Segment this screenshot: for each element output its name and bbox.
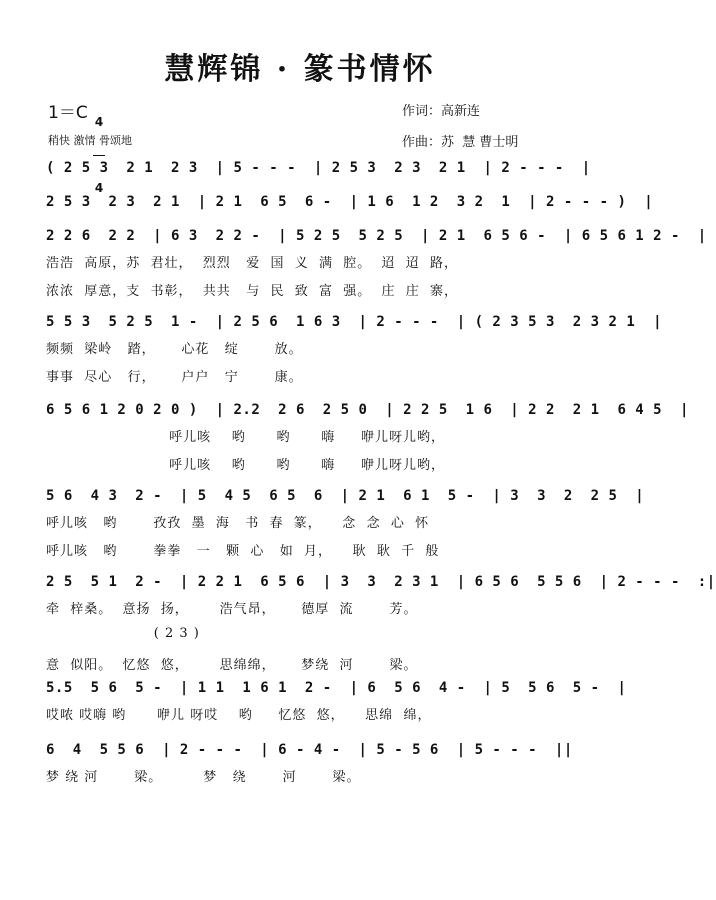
key-signature: 1＝C xyxy=(48,103,88,123)
lyric-line: 事事 尽心 行， 户户 宁 康。 xyxy=(46,370,303,385)
tempo-marking: 稍快 激情 骨颂地 xyxy=(48,134,132,147)
notation-line: 6 5 6 1 2 0 2 0 ) | 2.2 2 6 2 5 0 | 2 2 5 1 6 | 2 2 2 1 6 4 5 | xyxy=(46,402,689,418)
lyric-line: 牵 梓桑。 意扬 扬， 浩气昂， 德厚 流 芳。 xyxy=(46,602,418,617)
notation-line: 2 2 6 2 2 | 6 3 2 2 - | 5 2 5 5 2 5 | 2 1 6 5 6 - | 6 5 6 1 2 - | xyxy=(46,228,707,244)
lyric-line: 浩浩 高原，苏 君壮， 烈烈 爱 国 义 满 腔。 迢 迢 路， xyxy=(46,256,459,271)
lyric-line: 呼儿咳 哟 哟 嗨 咿儿呀儿哟， xyxy=(46,458,445,473)
notation-line: 5.5 5 6 5 - | 1 1 1 6 1 2 - | 6 5 6 4 - | 5 5 6 5 - | xyxy=(46,680,627,696)
notation-line: 6 4 5 5 6 | 2 - - - | 6 - 4 - | 5 - 5 6 | 5 - - - || xyxy=(46,742,573,758)
lyric-line: 哎哝 哎嗨 哟 咿儿 呀哎 哟 忆悠 悠， 思绵 绵， xyxy=(46,708,432,723)
lyric-line: 浓浓 厚意，支 书彰， 共共 与 民 致 富 强。 庄 庄 寨， xyxy=(46,284,459,299)
notation-line: 5 6 4 3 2 - | 5 4 5 6 5 6 | 2 1 6 1 5 - | 3 3 2 2 5 | xyxy=(46,488,645,504)
composer-credit: 作曲：苏 慧 曹士明 xyxy=(402,135,519,150)
lyric-line: ( 2 3 ) xyxy=(46,626,200,641)
lyricist-credit: 作词：高新连 xyxy=(402,104,481,119)
lyric-line: 呼儿咳 哟 哟 嗨 咿儿呀儿哟， xyxy=(46,430,445,445)
time-signature-top: 4 xyxy=(94,115,104,129)
lyric-line: 梦 绕 河 梁。 梦 绕 河 梁。 xyxy=(46,770,361,785)
notation-line: ( 2 5 3 2 1 2 3 | 5 - - - | 2 5 3 2 3 2 1 | 2 - - - | xyxy=(46,160,591,176)
notation-line: 5 5 3 5 2 5 1 - | 2 5 6 1 6 3 | 2 - - - | ( 2 3 5 3 2 3 2 1 | xyxy=(46,314,663,330)
lyric-line: 意 似阳。 忆悠 悠， 思绵绵， 梦绕 河 梁。 xyxy=(46,658,418,673)
lyric-line: 呼儿咳 哟 拳拳 一 颗 心 如 月， 耿 耿 千 般 xyxy=(46,544,440,559)
notation-line: 2 5 5 1 2 - | 2 2 1 6 5 6 | 3 3 2 3 1 | 6 5 6 5 5 6 | 2 - - - :| xyxy=(46,574,716,590)
song-title: 慧辉锦 · 篆书情怀 xyxy=(164,52,436,87)
time-signature-bottom: 4 xyxy=(94,181,104,195)
lyric-line: 呼儿咳 哟 孜孜 墨 海 书 春 篆， 念 念 心 怀 xyxy=(46,516,430,531)
lyric-line: 频频 梁岭 踏， 心花 绽 放。 xyxy=(46,342,303,357)
notation-line: 2 5 3 2 3 2 1 | 2 1 6 5 6 - | 1 6 1 2 3 2 1 | 2 - - - ) | xyxy=(46,194,654,210)
